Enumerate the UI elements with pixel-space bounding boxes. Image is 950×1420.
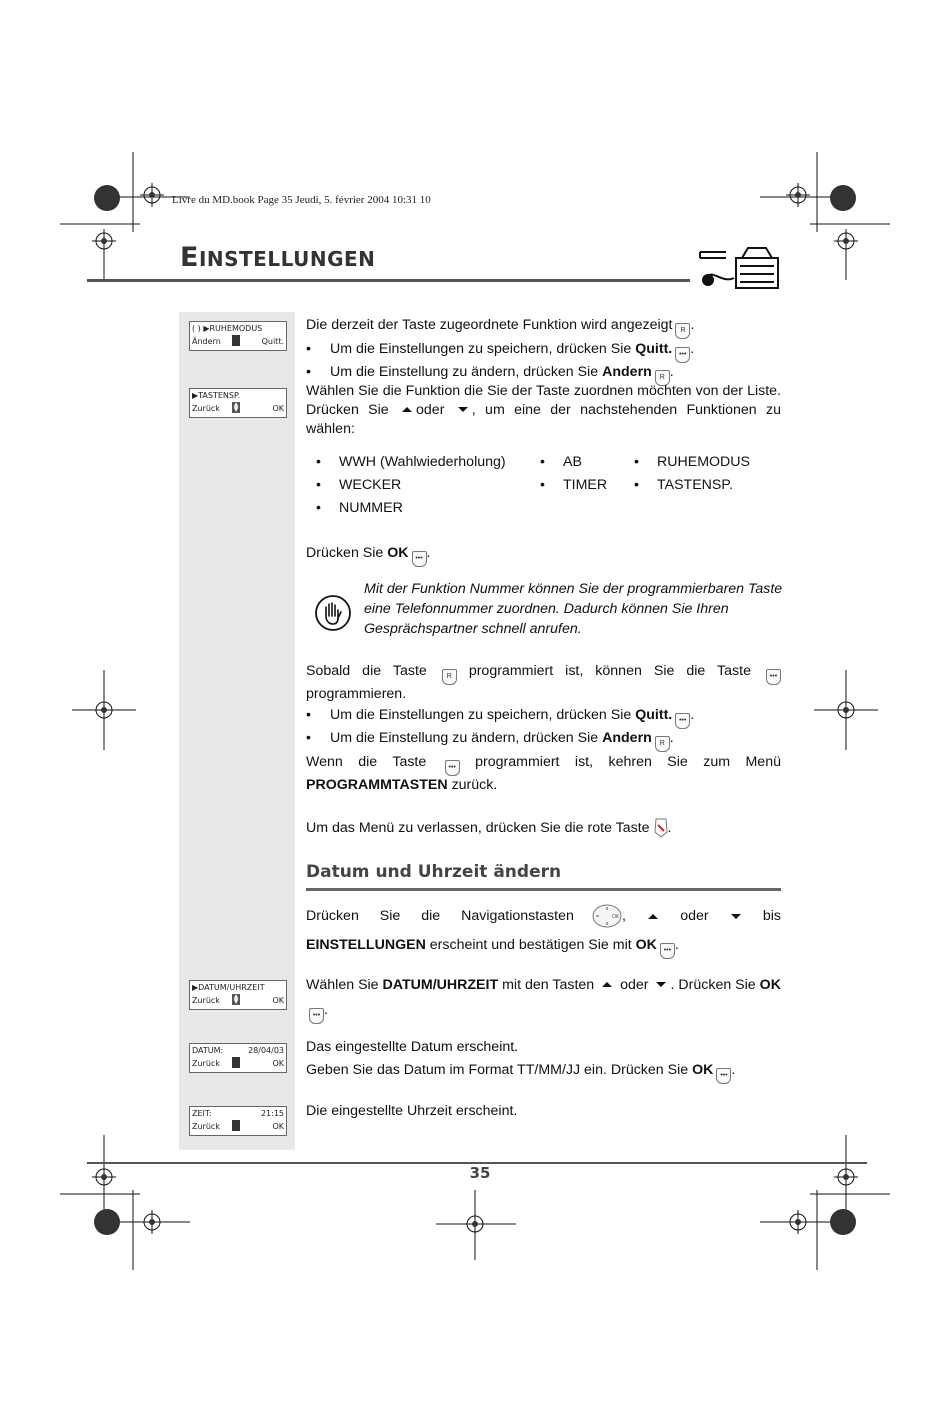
function-item: • AB (540, 454, 582, 470)
ok-key-icon: ••• (445, 760, 460, 776)
bullet-text: Um die Einstellung zu ändern, drücken Sie (330, 730, 599, 746)
r-key-icon: R (655, 736, 670, 752)
list-item: • Um die Einstellungen zu speichern, drücken Sie Quitt. ••• . (306, 707, 694, 729)
section-heading: Datum und Uhrzeit ändern (306, 862, 562, 882)
ok-key-icon: ••• (675, 713, 690, 729)
up-arrow-icon (602, 982, 612, 987)
up-arrow-icon (648, 914, 658, 919)
title-cap: E (180, 242, 199, 273)
down-arrow-icon (656, 982, 666, 987)
navigation-key-icon (592, 904, 622, 928)
function-item: • NUMMER (316, 500, 403, 516)
lcd-row1-value: 21:15 (260, 1109, 284, 1118)
exit-line: Um das Menü zu verlassen, drücken Sie die rote Taste . (306, 820, 672, 836)
choose-function-paragraph (306, 382, 781, 439)
lcd-cursor (232, 335, 240, 346)
svg-text:OK: OK (612, 914, 620, 920)
down-arrow-icon (731, 914, 741, 919)
bullet-bold: Quitt. (635, 341, 673, 357)
function-item: • RUHEMODUS (634, 454, 751, 470)
para-text: mit den Tasten (502, 977, 595, 993)
ok-key-icon: ••• (716, 1068, 731, 1084)
file-header: Livre du MD.book Page 35 Jeudi, 5. février 2004 10:31 10 (172, 194, 431, 206)
lcd-screen-datum-uhrzeit (189, 980, 287, 1010)
lcd-softkey-left: Zurück (192, 404, 220, 413)
lcd-softkey-left: Zurück (192, 1122, 220, 1131)
para-text: Sobald die Taste (306, 663, 427, 679)
ok-bold: OK (635, 937, 657, 953)
up-down-icon: ▲ ▼ (233, 993, 239, 1005)
para-text: oder (620, 977, 649, 993)
function-item: • WECKER (316, 477, 402, 493)
date-shown-line: Das eingestellte Datum erscheint. (306, 1039, 519, 1055)
lcd-softkey-left: Zurück (192, 1059, 220, 1068)
para-text: Um das Menü zu verlassen, drücken Sie die rote Taste (306, 820, 650, 836)
bullet-bold: Andern (602, 364, 652, 380)
ok-key-icon: ••• (766, 669, 781, 685)
function-label: TIMER (563, 477, 608, 493)
function-label: WECKER (339, 477, 402, 493)
return-menu-paragraph (306, 753, 781, 795)
intro-text: Die derzeit der Taste zugeordnete Funktion wird angezeigt (306, 317, 673, 333)
lcd-softkey-right: OK (272, 1122, 284, 1131)
para-text: Wenn die Taste (306, 754, 427, 770)
para-text: oder (680, 907, 709, 924)
function-item: • WWH (Wahlwiederholung) (316, 454, 506, 470)
ok-bold: OK (692, 1062, 714, 1078)
function-label: RUHEMODUS (657, 454, 751, 470)
para-text: programmiert ist, können Sie die Taste (468, 663, 751, 679)
ok-key-icon: ••• (309, 1008, 324, 1024)
program-paragraph (306, 662, 781, 704)
page-title (180, 242, 375, 273)
para-text: oder (416, 402, 445, 418)
ok-bold: OK (759, 977, 781, 993)
select-date-paragraph: Wählen Sie DATUM/UHRZEIT mit den Tasten oder . Drücken Sie OK••• . (306, 973, 781, 1024)
para-text: zurück. (451, 777, 498, 793)
intro-paragraph: Die derzeit der Taste zugeordnete Funktion wird angezeigt R . (306, 316, 781, 339)
para-text: Geben Sie das Datum im Format TT/MM/JJ ein. Drücken Sie (306, 1062, 689, 1078)
para-text: programmieren. (306, 686, 407, 702)
bullet-bold: Quitt. (635, 707, 673, 723)
nav-key-group: OK , (592, 904, 626, 928)
lcd-softkey-right: OK (272, 1059, 284, 1068)
lcd-row1: ZEIT: (192, 1109, 212, 1118)
para-text: programmiert ist, kehren Sie zum Menü (475, 754, 781, 770)
nav-paragraph (306, 904, 781, 928)
bullet-text: Um die Einstellung zu ändern, drücken Sie (330, 364, 599, 380)
lcd-screen-datum (189, 1043, 287, 1073)
page-number: 35 (469, 1164, 491, 1182)
menu-name-bold: DATUM/UHRZEIT (382, 977, 499, 993)
note-text: Mit der Funktion Nummer können Sie der programmierbaren Taste eine Telefonnummer zuordnen. Dadurch können Sie Ihren Gesprächspartner schnell anrufen. (364, 581, 783, 637)
function-item: • TASTENSP. (634, 477, 733, 493)
bullet-text: Um die Einstellungen zu speichern, drücken Sie (330, 341, 632, 357)
function-item: • TIMER (540, 477, 608, 493)
lcd-softkey-right: OK (272, 404, 284, 413)
lcd-softkey-left: Ändern (192, 337, 221, 346)
lcd-row1: ( ) ▶RUHEMODUS (192, 324, 263, 333)
list-item: • Um die Einstellung zu ändern, drücken Sie Andern R . (306, 730, 674, 752)
press-ok-line: Drücken Sie OK ••• . (306, 544, 781, 567)
bullet-text: Um die Einstellungen zu speichern, drücken Sie (330, 707, 632, 723)
ok-key-icon: ••• (675, 347, 690, 363)
ok-bold: OK (387, 545, 409, 561)
function-label: NUMMER (339, 500, 403, 516)
lcd-cursor (232, 1057, 240, 1068)
lcd-screen-tastensp (189, 388, 287, 418)
hand-note-icon (314, 594, 352, 632)
lcd-softkey-right: OK (272, 996, 284, 1005)
lcd-row1: DATUM: (192, 1046, 224, 1055)
lcd-cursor (232, 1120, 240, 1131)
para-text: Wählen Sie (306, 977, 379, 993)
list-item: • Um die Einstellungen zu speichern, drücken Sie Quitt. ••• . (306, 341, 694, 363)
sidebar-panel (179, 312, 295, 1150)
lcd-softkey-left: Zurück (192, 996, 220, 1005)
section-rule (306, 888, 781, 891)
up-down-icon: ▲ ▼ (233, 401, 239, 413)
title-rule (87, 279, 690, 282)
r-key-icon: R (442, 669, 457, 685)
para-text: Drücken Sie die Navigationstasten (306, 907, 574, 924)
lcd-screen-zeit (189, 1106, 287, 1136)
r-key-icon: R (655, 370, 670, 386)
menu-name-bold: EINSTELLUNGEN (306, 937, 426, 953)
time-shown-line: Die eingestellte Uhrzeit erscheint. (306, 1103, 518, 1119)
enter-date-line: Geben Sie das Datum im Format TT/MM/JJ ein. Drücken Sie OK ••• . (306, 1061, 781, 1084)
bullet-bold: Andern (602, 730, 652, 746)
title-rest: INSTELLUNGEN (198, 247, 376, 271)
up-arrow-icon (402, 407, 412, 412)
para-text: Wählen Sie die Funktion die Sie der Taste zuordnen möchten von der Liste. Drücken Sie (306, 383, 781, 418)
lcd-softkey-right: Quitt. (261, 337, 284, 346)
down-arrow-icon (458, 407, 468, 412)
para-text: bis (762, 907, 781, 924)
red-hangup-key-icon (654, 818, 668, 838)
lcd-screen-ruhemodus (189, 321, 287, 351)
confirm-line: EINSTELLUNGEN erscheint und bestätigen Sie mit OK ••• . (306, 936, 781, 959)
para-text: . Drücken Sie (670, 977, 756, 993)
r-key-icon: R (675, 323, 690, 339)
para-text: , um eine der nachstehenden Funktionen zu wählen: (306, 402, 781, 437)
lcd-row1: ▶DATUM/UHRZEIT (192, 983, 265, 992)
para-text: Drücken Sie (306, 545, 384, 561)
menu-name-bold: PROGRAMMTASTEN (306, 777, 448, 793)
function-label: AB (563, 454, 582, 470)
lcd-row1-value: 28/04/03 (248, 1046, 284, 1055)
ok-key-icon: ••• (660, 943, 675, 959)
function-label: TASTENSP. (657, 477, 733, 493)
lcd-row1: ▶TASTENSP. (192, 391, 241, 400)
para-text: erscheint und bestätigen Sie mit (429, 937, 632, 953)
list-item: • Um die Einstellung zu ändern, drücken Sie Andern R . (306, 364, 674, 386)
function-label: WWH (Wahlwiederholung) (339, 454, 506, 470)
ok-key-icon: ••• (412, 551, 427, 567)
toolbox-icon (696, 238, 786, 294)
